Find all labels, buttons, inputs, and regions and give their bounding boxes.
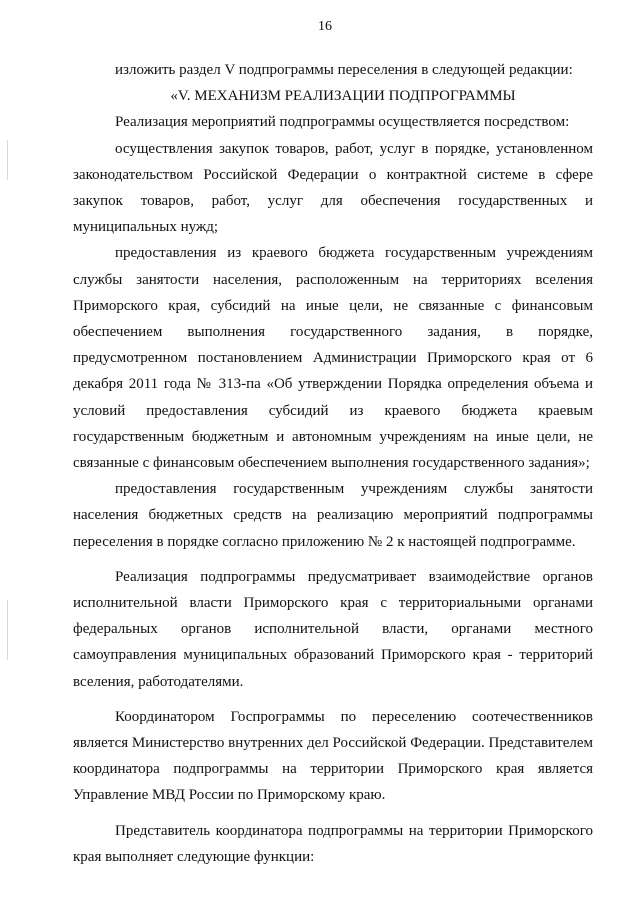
- paragraph: осуществления закупок товаров, работ, услуг в порядке, установленном законодательством Российской Федерации о контрактной системе в сфере закупок товаров, работ, услуг для обеспечения государственных и муниципальных нужд;: [73, 140, 593, 236]
- scan-artifact: [7, 140, 8, 180]
- document-body: [73, 57, 593, 870]
- scan-artifact: [7, 600, 8, 660]
- paragraph: Координатором Госпрограммы по переселению соотечественников является Министерство внутренних дел Российской Федерации. Представителем координатора подпрограммы на территории Приморского края является Управление МВД России по Приморскому краю.: [73, 708, 593, 804]
- paragraph: предоставления из краевого бюджета государственным учреждениям службы занятости населения, расположенным на территориях вселения Приморского края, субсидий на иные цели, не связанные с финансовым обеспечением выполнения государственного задания, в порядке, предусмотренном постановлением Администрации Приморского края от 6 декабря 2011 года № 313-па «Об утверждении Порядка определения объема и условий предоставления субсидий из краевого бюджета краевым государственным бюджетным и автономным учреждениям на иные цели, не связанные с финансовым обеспечением выполнения государственного задания»;: [73, 245, 593, 472]
- paragraph: предоставления государственным учреждениям службы занятости населения бюджетных средств на реализацию мероприятий подпрограммы переселения в порядке согласно приложению № 2 к настоящей подпрограмме.: [73, 481, 593, 550]
- paragraph: Реализация подпрограммы предусматривает взаимодействие органов исполнительной власти Приморского края с территориальными органами федеральных органов исполнительной власти, органами местного самоуправления муниципальных образований Приморского края - территорий вселения, работодателями.: [73, 568, 593, 690]
- page-number: 16: [318, 19, 332, 34]
- paragraph: Представитель координатора подпрограммы на территории Приморского края выполняет следующие функции:: [73, 822, 593, 865]
- intro-line: изложить раздел V подпрограммы переселения в следующей редакции:: [115, 62, 573, 78]
- section-heading: «V. МЕХАНИЗМ РЕАЛИЗАЦИИ ПОДПРОГРАММЫ: [170, 88, 516, 105]
- paragraph: Реализация мероприятий подпрограммы осуществляется посредством:: [115, 114, 570, 131]
